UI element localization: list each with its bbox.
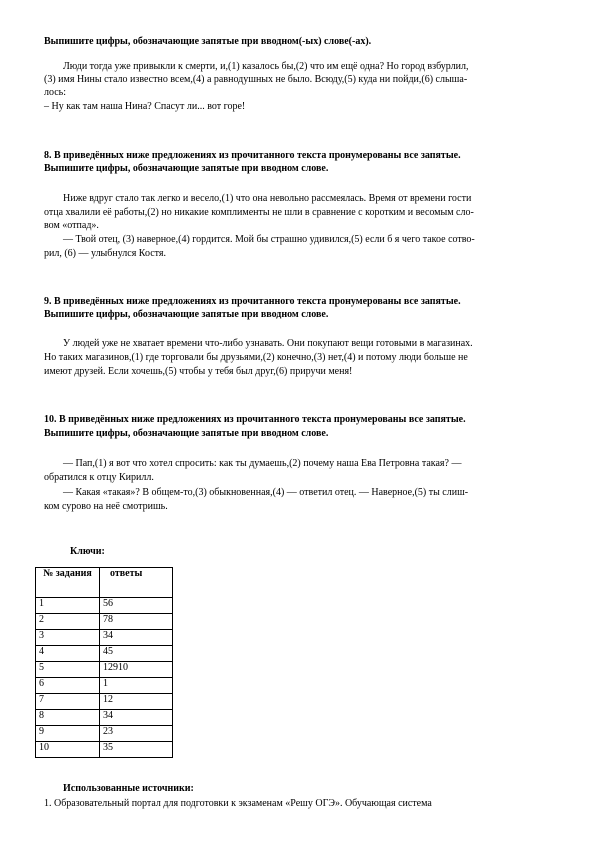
- answer-cell: 1: [100, 678, 173, 694]
- task-number-cell: 9: [36, 726, 100, 742]
- task8-line-2: отца хвалили её работы,(2) но никакие комплименты не шли в сравнение с коротким и весомым сло-: [44, 207, 474, 218]
- answer-cell: 45: [100, 646, 173, 662]
- answer-cell: 23: [100, 726, 173, 742]
- answer-cell: 78: [100, 614, 173, 630]
- task10-line-1: — Пап,(1) я вот что хотел спросить: как ты думаешь,(2) почему наша Ева Петровна такая? —: [63, 458, 462, 469]
- answer-cell: 56: [100, 598, 173, 614]
- task10-line-3: — Какая «такая»? В общем-то,(3) обыкновенная,(4) — ответил отец. — Наверное,(5) ты слиш-: [63, 487, 469, 498]
- answer-keys-table: [35, 567, 173, 758]
- table-row: [36, 678, 173, 694]
- task-number-cell: 4: [36, 646, 100, 662]
- keys-title: Ключи:: [70, 546, 105, 557]
- task8-line-4: — Твой отец, (3) наверное,(4) гордится. Мой бы страшно удивился,(5) если б я чего такое сотво-: [63, 234, 475, 245]
- task8-line-5: рил, (6) — улыбнулся Костя.: [44, 248, 166, 259]
- task10-line-2: обратился к отцу Кирилл.: [44, 472, 154, 483]
- task8-line-3: вом «отпад».: [44, 220, 99, 231]
- task7-line-2: (3) имя Нины стало известно всем,(4) а равнодушных не было. Всюду,(5) куда ни пойди,(6) слыша-: [44, 74, 468, 85]
- table-row: [36, 646, 173, 662]
- task-number-cell: 6: [36, 678, 100, 694]
- task-number-cell: 10: [36, 742, 100, 758]
- table-row: [36, 662, 173, 678]
- table-row: [36, 598, 173, 614]
- task-number-cell: 1: [36, 598, 100, 614]
- task10-line-4: ком сурово на неё смотришь.: [44, 501, 168, 512]
- task10-header-2: Выпишите цифры, обозначающие запятые при вводном слове.: [44, 428, 329, 439]
- task10-header-1: 10. В приведённых ниже предложениях из прочитанного текста пронумерованы все запятые.: [44, 414, 466, 425]
- answer-cell: 12: [100, 694, 173, 710]
- task8-header-1: 8. В приведённых ниже предложениях из прочитанного текста пронумерованы все запятые.: [44, 150, 461, 161]
- task7-line-1: Люди тогда уже привыкли к смерти, и,(1) казалось бы,(2) что им ещё одна? Но город взбурлил,: [63, 61, 469, 72]
- answer-cell: 34: [100, 710, 173, 726]
- task9-header-2: Выпишите цифры, обозначающие запятые при вводном слове.: [44, 309, 329, 320]
- task9-header-1: 9. В приведённых ниже предложениях из прочитанного текста пронумерованы все запятые.: [44, 296, 461, 307]
- sources-title: Использованные источники:: [63, 783, 194, 794]
- table-row: [36, 614, 173, 630]
- table-row: [36, 726, 173, 742]
- answer-cell: 34: [100, 630, 173, 646]
- task7-header: Выпишите цифры, обозначающие запятые при вводном(-ых) слове(-ах).: [44, 36, 372, 47]
- task9-line-2: Но таких магазинов,(1) где торговали бы друзьями,(2) конечно,(3) нет,(4) и потому люди больше не: [44, 352, 468, 363]
- answer-cell: 35: [100, 742, 173, 758]
- task-number-cell: 3: [36, 630, 100, 646]
- table-header-row: [36, 568, 173, 598]
- task-number-cell: 8: [36, 710, 100, 726]
- table-row: [36, 630, 173, 646]
- col-task-number-header: № задания: [36, 568, 100, 598]
- task8-header-2: Выпишите цифры, обозначающие запятые при вводном слове.: [44, 163, 329, 174]
- task7-line-3: лось:: [44, 87, 67, 98]
- task-number-cell: 7: [36, 694, 100, 710]
- table-row: [36, 742, 173, 758]
- task7-line-4: – Ну как там наша Нина? Спасут ли... вот горе!: [44, 101, 246, 112]
- sources-line-1: 1. Образовательный портал для подготовки к экзаменам «Решу ОГЭ». Обучающая система: [44, 798, 432, 809]
- task9-line-3: имеют друзей. Если хочешь,(5) чтобы у тебя был друг,(6) приручи меня!: [44, 366, 353, 377]
- answer-cell: 12910: [100, 662, 173, 678]
- task-number-cell: 5: [36, 662, 100, 678]
- task9-line-1: У людей уже не хватает времени что-либо узнавать. Они покупают вещи готовыми в магазинах.: [63, 338, 473, 349]
- col-answers-header: ответы: [100, 568, 173, 598]
- task-number-cell: 2: [36, 614, 100, 630]
- table-row: [36, 694, 173, 710]
- table-row: [36, 710, 173, 726]
- task8-line-1: Ниже вдруг стало так легко и весело,(1) что она невольно рассмеялась. Время от времени гости: [63, 193, 472, 204]
